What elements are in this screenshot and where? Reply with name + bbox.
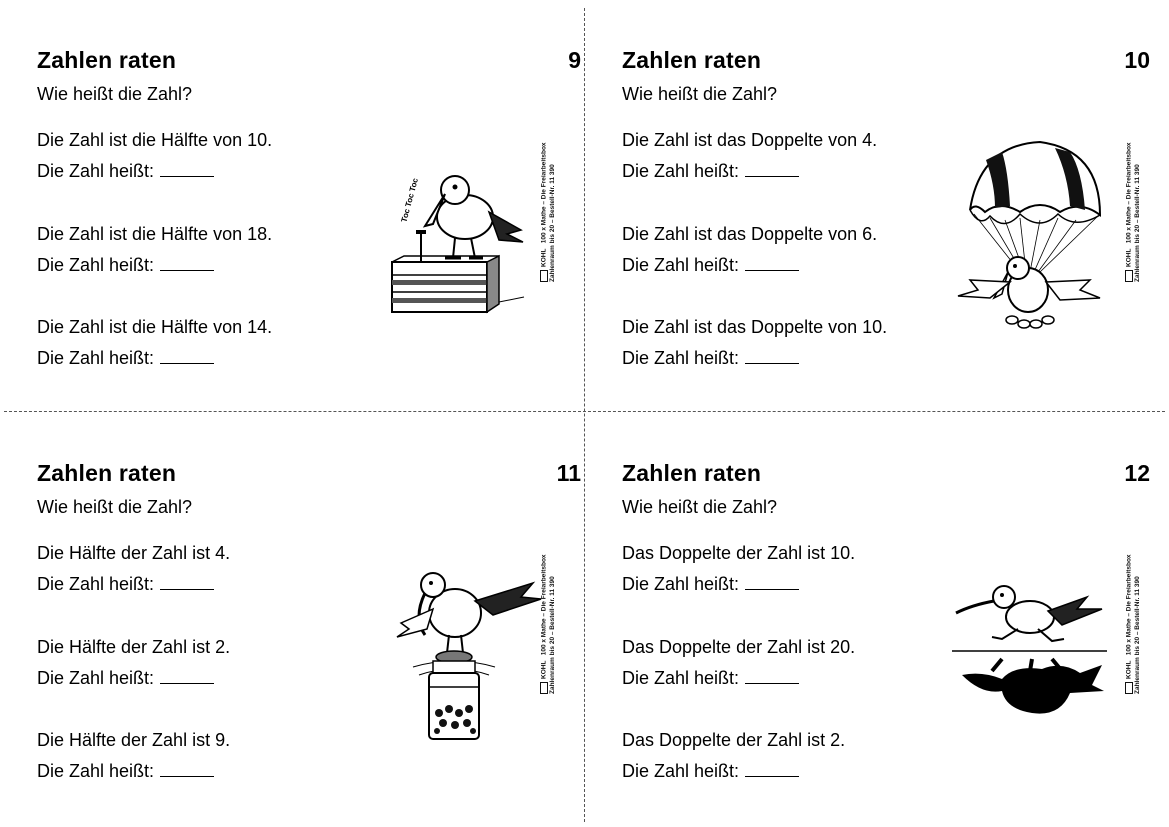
task-question: Die Zahl ist die Hälfte von 14. — [37, 317, 273, 337]
side-note-line1: 100 x Mathe – Die Freiarbeitsbox — [1125, 142, 1133, 244]
task-1 — [37, 538, 230, 600]
side-note-line1: 100 x Mathe – Die Freiarbeitsbox — [1125, 554, 1133, 656]
answer-blank[interactable] — [160, 759, 214, 777]
bird-parachute-icon — [950, 140, 1110, 340]
task-question: Das Doppelte der Zahl ist 10. — [622, 543, 856, 563]
answer-blank[interactable] — [745, 759, 799, 777]
card-10 — [622, 0, 1169, 400]
task-question: Die Zahl ist das Doppelte von 6. — [622, 224, 878, 244]
task-3 — [37, 725, 230, 787]
task-1 — [622, 538, 855, 600]
card-number: 12 — [1124, 460, 1150, 486]
publisher-label: KOHL — [1125, 660, 1133, 679]
answer-label: Die Zahl heißt: — [37, 348, 155, 368]
card-9 — [37, 0, 585, 400]
card-12 — [622, 413, 1169, 813]
task-1 — [37, 125, 272, 187]
task-question: Die Hälfte der Zahl ist 4. — [37, 543, 231, 563]
task-2 — [622, 632, 855, 694]
task-question: Das Doppelte der Zahl ist 2. — [622, 730, 846, 750]
task-question: Die Zahl ist das Doppelte von 4. — [622, 130, 878, 150]
side-note-card-9 — [540, 142, 557, 282]
answer-blank[interactable] — [745, 572, 799, 590]
answer-label: Die Zahl heißt: — [622, 761, 740, 781]
answer-label: Die Zahl heißt: — [37, 574, 155, 594]
answer-blank[interactable] — [745, 346, 799, 364]
side-note-line2: Zahlenraum bis 20 – Bestell-Nr. 11 390 — [548, 576, 556, 694]
answer-label: Die Zahl heißt: — [622, 348, 740, 368]
answer-blank[interactable] — [160, 253, 214, 271]
card-title: Zahlen raten — [622, 47, 762, 73]
publisher-logo-icon — [540, 682, 548, 694]
task-question: Die Zahl ist das Doppelte von 10. — [622, 317, 888, 337]
card-title: Zahlen raten — [37, 460, 177, 486]
answer-blank[interactable] — [160, 159, 214, 177]
task-question: Die Hälfte der Zahl ist 9. — [37, 730, 231, 750]
answer-label: Die Zahl heißt: — [37, 668, 155, 688]
side-note-line2: Zahlenraum bis 20 – Bestell-Nr. 11 390 — [1133, 576, 1141, 694]
bird-hammering-nail-icon — [389, 172, 529, 322]
side-note-line2: Zahlenraum bis 20 – Bestell-Nr. 11 390 — [1133, 164, 1141, 282]
task-2 — [37, 219, 272, 281]
card-title: Zahlen raten — [622, 460, 762, 486]
answer-blank[interactable] — [745, 666, 799, 684]
task-3 — [622, 312, 887, 374]
answer-label: Die Zahl heißt: — [622, 161, 740, 181]
answer-blank[interactable] — [160, 666, 214, 684]
card-number: 11 — [556, 460, 581, 486]
answer-label: Die Zahl heißt: — [37, 255, 155, 275]
card-subtitle: Wie heißt die Zahl? — [37, 84, 193, 104]
answer-label: Die Zahl heißt: — [37, 761, 155, 781]
bird-on-jar-icon — [393, 563, 543, 748]
task-1 — [622, 125, 877, 187]
card-number: 9 — [568, 47, 581, 73]
answer-blank[interactable] — [160, 346, 214, 364]
card-subtitle: Wie heißt die Zahl? — [622, 84, 778, 104]
answer-blank[interactable] — [745, 159, 799, 177]
answer-blank[interactable] — [160, 572, 214, 590]
side-note-line2: Zahlenraum bis 20 – Bestell-Nr. 11 390 — [548, 164, 556, 282]
side-note-line1: 100 x Mathe – Die Freiarbeitsbox — [540, 142, 548, 244]
task-question: Die Zahl ist die Hälfte von 18. — [37, 224, 273, 244]
task-question: Die Hälfte der Zahl ist 2. — [37, 637, 231, 657]
card-number: 10 — [1124, 47, 1150, 73]
task-3 — [622, 725, 845, 787]
task-2 — [622, 219, 877, 281]
publisher-label: KOHL — [540, 660, 548, 679]
publisher-label: KOHL — [1125, 248, 1133, 267]
answer-label: Die Zahl heißt: — [622, 255, 740, 275]
card-title: Zahlen raten — [37, 47, 177, 73]
task-question: Das Doppelte der Zahl ist 20. — [622, 637, 856, 657]
answer-blank[interactable] — [745, 253, 799, 271]
publisher-logo-icon — [1125, 682, 1133, 694]
task-3 — [37, 312, 272, 374]
side-note-card-10 — [1125, 142, 1142, 282]
card-subtitle: Wie heißt die Zahl? — [622, 497, 778, 517]
task-question: Die Zahl ist die Hälfte von 10. — [37, 130, 273, 150]
side-note-line1: 100 x Mathe – Die Freiarbeitsbox — [540, 554, 548, 656]
horizontal-cut-line — [4, 411, 1165, 412]
publisher-logo-icon — [540, 270, 548, 282]
answer-label: Die Zahl heißt: — [622, 574, 740, 594]
answer-label: Die Zahl heißt: — [37, 161, 155, 181]
side-note-card-12 — [1125, 554, 1142, 694]
publisher-label: KOHL — [540, 248, 548, 267]
bird-with-shadow-icon — [952, 575, 1107, 725]
publisher-logo-icon — [1125, 270, 1133, 282]
toc-toc-text: Toc Toc Toc — [399, 177, 420, 224]
card-subtitle: Wie heißt die Zahl? — [37, 497, 193, 517]
side-note-card-11 — [540, 554, 557, 694]
answer-label: Die Zahl heißt: — [622, 668, 740, 688]
card-11 — [37, 413, 585, 813]
task-2 — [37, 632, 230, 694]
